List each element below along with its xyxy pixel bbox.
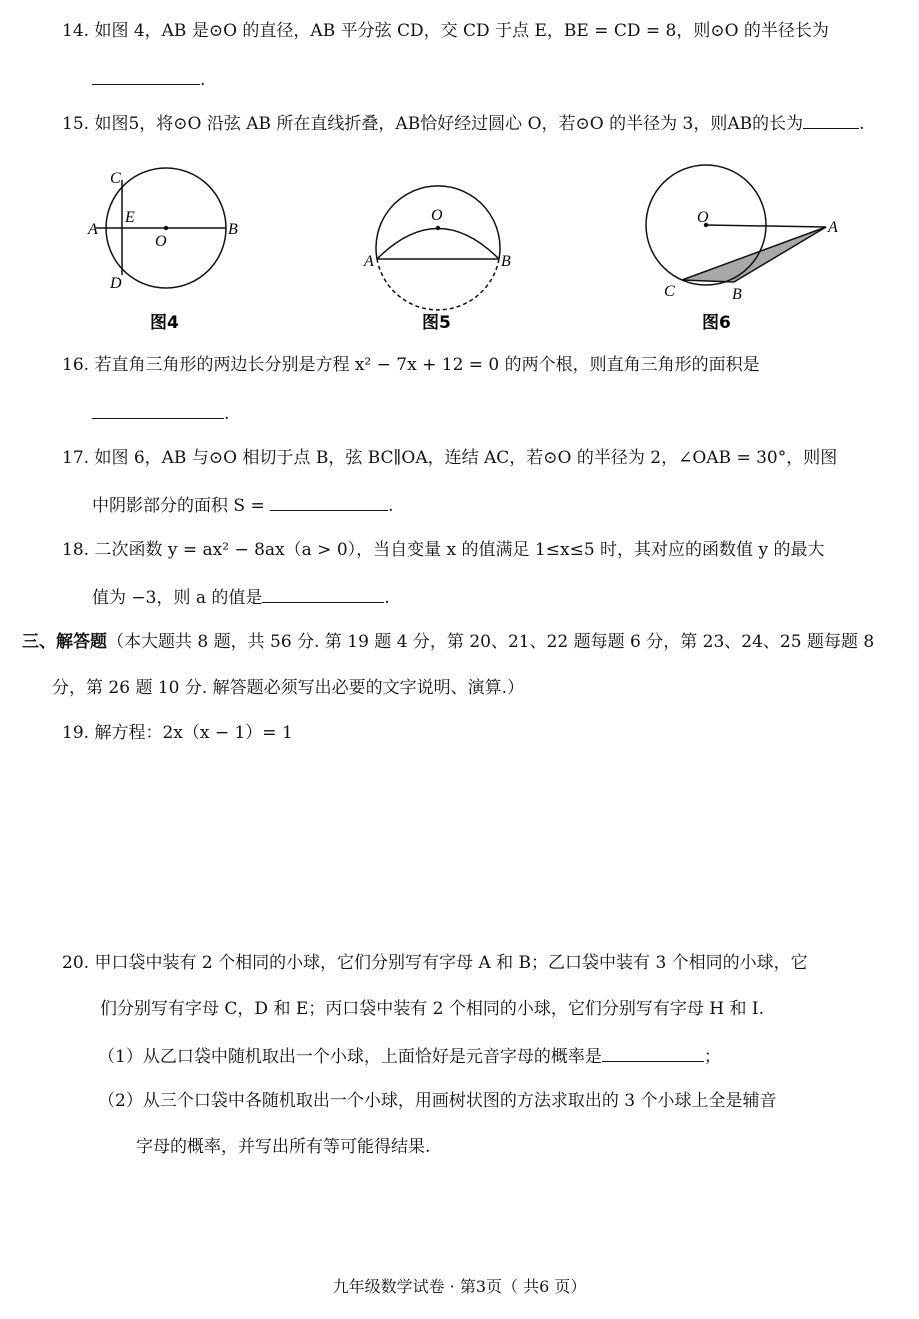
q14-line1: 14. 如图 4，AB 是⊙O 的直径，AB 平分弦 CD，交 CD 于点 E，BE = CD = 8，则⊙O 的半径长为 <box>62 21 829 41</box>
fig4-center-dot <box>164 226 168 230</box>
figure-4 <box>82 158 252 336</box>
fig6-label-a: A <box>828 219 838 236</box>
q18-line2-text: 值为 −3，则 a 的值是 <box>92 588 263 608</box>
q20-line2: 们分别写有字母 C，D 和 E；丙口袋中装有 2 个相同的小球，它们分别写有字母 H 和 I. <box>100 999 765 1019</box>
fig4-label-b: B <box>228 221 238 238</box>
q15-period: . <box>859 114 865 134</box>
q17-period: . <box>388 496 394 516</box>
fig4-label-d: D <box>110 275 122 292</box>
fig5-label-b: B <box>501 253 511 270</box>
section3-heading: 三、解答题 <box>22 632 107 652</box>
q17-line2 <box>92 492 394 518</box>
page-footer: 九年级数学试卷 · 第3页（ 共6 页） <box>332 1277 587 1296</box>
q18-answer-blank[interactable] <box>262 584 384 603</box>
fig5-label-o: O <box>431 207 443 224</box>
q20-part1-answer-blank[interactable] <box>602 1043 704 1062</box>
q20-part2-line1: （2）从三个口袋中各随机取出一个小球，用画树状图的方法求取出的 3 个小球上全是辅音 <box>98 1091 777 1111</box>
q17-answer-blank[interactable] <box>270 492 388 511</box>
figure-5 <box>358 158 528 336</box>
q18-line1: 18. 二次函数 y = ax² − 8ax（a > 0），当自变量 x 的值满足 1≤x≤5 时，其对应的函数值 y 的最大 <box>62 540 825 560</box>
q14-answer-blank[interactable] <box>92 66 200 85</box>
fig5-label-a: A <box>364 253 374 270</box>
q16-line2 <box>92 400 229 426</box>
fig6-segment-oa <box>706 225 826 227</box>
fig6-label-o: O <box>697 209 709 226</box>
fig4-caption: 图4 <box>150 313 179 333</box>
figure-6 <box>636 158 846 336</box>
fig4-label-a: A <box>88 221 98 238</box>
q19-text: 19. 解方程：2x（x − 1）= 1 <box>62 723 293 743</box>
fig6-label-b: B <box>732 286 742 303</box>
q16-answer-blank[interactable] <box>92 400 224 419</box>
fig5-caption: 图5 <box>422 313 451 333</box>
q18-line2 <box>92 584 390 610</box>
q14-period: . <box>200 70 206 90</box>
q15-text: 15. 如图5，将⊙O 沿弦 AB 所在直线折叠，AB恰好经过圆心 O，若⊙O 的半径为 3，则AB的长为 <box>62 114 804 134</box>
q15-line <box>62 110 865 136</box>
fig6-tangent-ab <box>734 227 826 282</box>
section3-line2: 分，第 26 题 10 分. 解答题必须写出必要的文字说明、演算.） <box>52 678 525 698</box>
q20-part1 <box>98 1043 721 1069</box>
q20-part1-text: （1）从乙口袋中随机取出一个小球，上面恰好是元音字母的概率是 <box>98 1047 602 1067</box>
q16-period: . <box>224 404 230 424</box>
q14-line2 <box>92 66 205 92</box>
fig4-label-e: E <box>125 209 135 226</box>
q20-line1: 20. 甲口袋中装有 2 个相同的小球，它们分别写有字母 A 和 B；乙口袋中装有 3 个相同的小球，它 <box>62 953 808 973</box>
q18-period: . <box>384 588 390 608</box>
fig4-label-c: C <box>110 170 121 187</box>
q15-answer-blank[interactable] <box>803 110 859 129</box>
q20-part1-semicolon: ； <box>703 1047 721 1067</box>
q20-part2-line2: 字母的概率，并写出所有等可能得结果. <box>136 1137 431 1157</box>
fig5-center-dot <box>436 226 440 230</box>
q17-line2-text: 中阴影部分的面积 S = <box>92 496 265 516</box>
fig5-folded-arc <box>377 229 499 260</box>
fig6-caption: 图6 <box>702 313 731 333</box>
section3-instructions: （本大题共 8 题，共 56 分. 第 19 题 4 分，第 20、21、22 题每题 6 分，第 23、24、25 题每题 8 <box>107 632 875 652</box>
q19-answer-space[interactable] <box>62 760 892 940</box>
q17-line1: 17. 如图 6，AB 与⊙O 相切于点 B，弦 BC∥OA，连结 AC，若⊙O 的半径为 2，∠OAB = 30°，则图 <box>62 448 838 468</box>
fig4-label-o: O <box>155 233 167 250</box>
fig6-label-c: C <box>664 283 675 300</box>
q16-line1: 16. 若直角三角形的两边长分别是方程 x² − 7x + 12 = 0 的两个根，则直角三角形的面积是 <box>62 355 760 375</box>
section3-line1 <box>22 630 874 654</box>
fig5-circle-lower-arc-dashed <box>377 259 499 310</box>
fig6-segment-ac <box>682 227 826 280</box>
